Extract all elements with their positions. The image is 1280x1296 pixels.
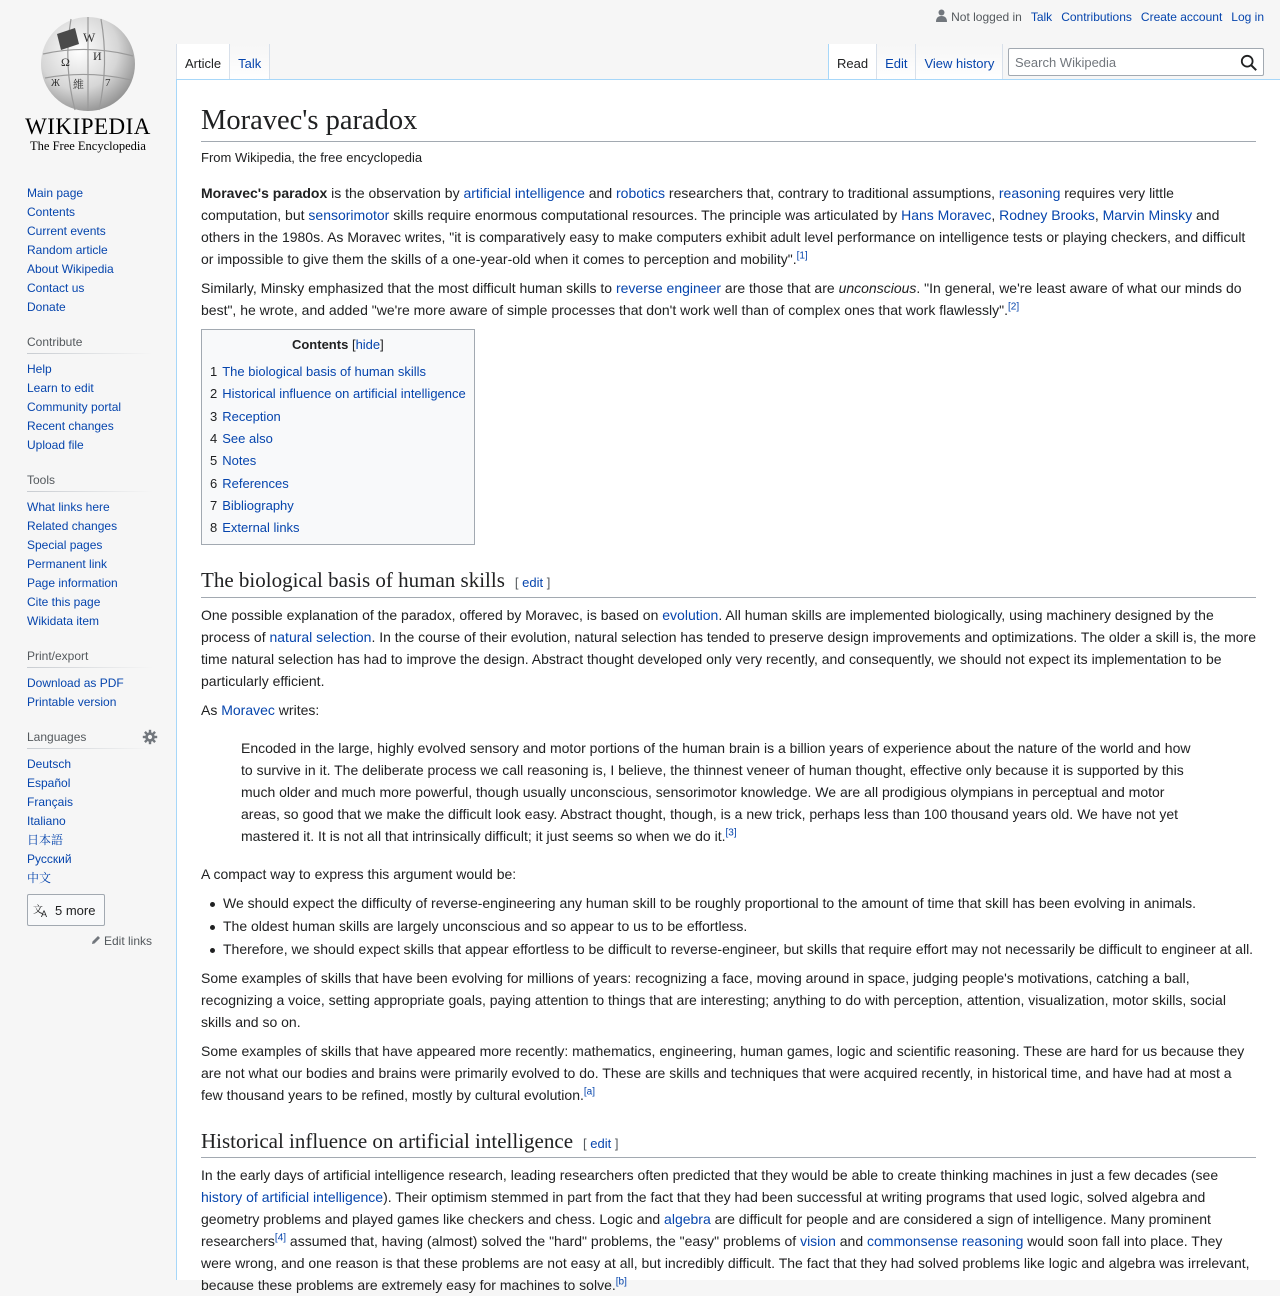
list-item: Therefore, we should expect skills that appear effortless to be difficult to reverse-engineer, but skills that require effort may not necessarily be difficult to engineer at all. xyxy=(223,938,1256,961)
toc-link[interactable]: Notes xyxy=(222,453,257,469)
text-run: requires very little computation, but xyxy=(201,185,1174,224)
note-b[interactable]: [b] xyxy=(615,1276,627,1288)
section1-paragraph-2 xyxy=(201,699,1256,721)
svg-text:維: 維 xyxy=(73,79,84,91)
sidebar-item-page-information[interactable]: Page information xyxy=(27,576,118,590)
search-input[interactable] xyxy=(1009,49,1229,75)
text-run: writes: xyxy=(274,701,320,718)
section1-paragraph-3: A compact way to express this argument would be: xyxy=(201,865,517,882)
sidebar-item-current-events[interactable]: Current events xyxy=(27,224,106,238)
svg-text:Ж: Ж xyxy=(51,78,60,89)
intro-paragraph-1 xyxy=(201,182,1256,270)
sidebar-navigation xyxy=(27,184,152,317)
search-box xyxy=(1008,48,1264,76)
text-run: As xyxy=(201,701,222,718)
section1-paragraph-4: Some examples of skills that have been evolving for millions of years: recognizing a face, moving around in space, judging people's motivations, catching a ball, recognizing a voice, setting appropriate goals, paying attention to things that are interesting; anything to do with perception, attention, visualization, motor skills, social skills and so on. xyxy=(201,969,1226,1030)
sidebar-item-community-portal[interactable]: Community portal xyxy=(27,400,122,414)
section-edit-link[interactable]: edit xyxy=(590,1135,612,1151)
wikipedia-logo[interactable] xyxy=(0,0,176,160)
section-title: Historical influence on artificial intelligence xyxy=(201,1128,574,1153)
contributions-link[interactable]: Contributions xyxy=(1061,10,1132,24)
section-title: The biological basis of human skills xyxy=(201,568,505,593)
language-francais[interactable]: Français xyxy=(27,795,74,809)
language-icon xyxy=(33,902,49,918)
tools-heading: Tools xyxy=(27,467,152,492)
search-icon[interactable] xyxy=(1240,54,1258,72)
namespace-tabs xyxy=(176,44,270,80)
text-run: are difficult for people and are considered a sign of intelligence. Many prominent researchers xyxy=(201,1211,1211,1250)
toc-link[interactable]: External links xyxy=(222,520,300,536)
citation-3[interactable]: [3] xyxy=(725,827,737,839)
citation-2[interactable]: [2] xyxy=(1007,301,1020,313)
toc-link[interactable]: Reception xyxy=(222,408,281,424)
sidebar-item-wikidata-item[interactable]: Wikidata item xyxy=(27,614,100,628)
sidebar-item-learn-to-edit[interactable]: Learn to edit xyxy=(27,381,94,395)
toc-item[interactable] xyxy=(210,473,466,495)
toc-item[interactable] xyxy=(210,406,466,428)
view-tabs xyxy=(828,44,1003,80)
link-algebra[interactable]: algebra xyxy=(664,1211,711,1228)
toc-item[interactable] xyxy=(210,383,466,405)
sidebar-item-contents[interactable]: Contents xyxy=(27,205,76,219)
text-run: . All human skills are implemented biologically, using machinery designed by the process of xyxy=(201,606,1214,645)
sidebar-item-what-links-here[interactable]: What links here xyxy=(27,500,110,514)
toc-title xyxy=(210,337,466,352)
edit-links-label: Edit links xyxy=(103,934,152,948)
section-edit: [ edit ] xyxy=(583,1135,619,1151)
section1-paragraph-1 xyxy=(201,604,1256,692)
section-heading-historical-influence xyxy=(201,1128,1256,1158)
toc-hide-link[interactable]: hide xyxy=(355,337,381,353)
wikipedia-globe-icon xyxy=(35,14,141,112)
section2-paragraph-1 xyxy=(201,1164,1256,1296)
language-japanese[interactable]: 日本語 xyxy=(27,833,64,847)
sidebar-item-upload-file[interactable]: Upload file xyxy=(27,438,84,452)
link-commonsense-reasoning[interactable]: commonsense reasoning xyxy=(867,1233,1024,1250)
svg-text:W: W xyxy=(83,30,96,45)
toc-number: 7 xyxy=(210,497,218,513)
toc-link[interactable]: Bibliography xyxy=(222,497,294,513)
intro-paragraph-2 xyxy=(201,277,1256,321)
citation-1[interactable]: [1] xyxy=(796,250,808,262)
link-hans-moravec[interactable]: Hans Moravec xyxy=(901,207,992,224)
language-chinese[interactable]: 中文 xyxy=(27,871,52,885)
note-a[interactable]: [a] xyxy=(583,1086,595,1098)
link-sensorimotor[interactable]: sensorimotor xyxy=(308,207,390,224)
link-evolution[interactable]: evolution xyxy=(662,606,719,623)
toc-link[interactable]: References xyxy=(222,475,289,491)
site-sub: From Wikipedia, the free encyclopedia xyxy=(201,150,423,166)
user-icon xyxy=(936,9,947,22)
text-run: , xyxy=(1094,207,1103,224)
toc-link[interactable]: See also xyxy=(222,430,273,446)
text-run: . "In general, we're least aware of what our minds do best", he wrote, and added "we're more aware of simple processes that don't work well than of complex ones that work flawlessly". xyxy=(201,280,1242,319)
toc-number: 5 xyxy=(210,453,218,469)
contribute-heading: Contribute xyxy=(27,329,152,354)
moravec-quote xyxy=(241,737,1206,847)
bold-term: Moravec's paradox xyxy=(201,185,328,202)
create-account-link[interactable]: Create account xyxy=(1140,10,1223,24)
list-item: We should expect the difficulty of reverse-engineering any human skill to be roughly proportional to the amount of time that skill has been evolving in animals. xyxy=(223,892,1256,915)
page-title: Moravec's paradox xyxy=(201,102,1256,142)
personal-tools xyxy=(936,10,1264,24)
article-content xyxy=(176,79,1280,1294)
section-edit-link[interactable]: edit xyxy=(522,575,544,591)
text-run: would soon fall into place. They were wrong, and one reason is that these problems are not easy at all, but incredibly difficult. The fact that they had solved problems like logic and algebra was irrelevant, because these problems are extremely easy for machines to solve. xyxy=(201,1233,1250,1294)
text-run: , xyxy=(991,207,1000,224)
toc-number: 4 xyxy=(210,430,218,446)
toc-hide-wrapper: [hide] xyxy=(351,337,384,353)
languages-heading-label: Languages xyxy=(27,730,87,744)
link-moravec[interactable]: Moravec xyxy=(221,701,275,718)
text-run: Similarly, Minsky emphasized that the most difficult human skills to xyxy=(201,280,616,297)
sidebar xyxy=(27,184,152,960)
sidebar-item-cite-this-page[interactable]: Cite this page xyxy=(27,595,101,609)
text-run: ). Their optimism stemmed in part from the fact that they had been successful at writing programs that used logic, solved algebra and geometry problems and played games like checkers and chess. Logic and xyxy=(201,1189,1206,1228)
link-natural-selection[interactable]: natural selection xyxy=(269,628,372,645)
languages-heading xyxy=(27,724,152,749)
toc-item[interactable] xyxy=(210,361,466,383)
section-edit: [ edit ] xyxy=(514,575,551,591)
section1-paragraph-5 xyxy=(201,1040,1256,1106)
link-reasoning[interactable]: reasoning xyxy=(998,185,1061,202)
text-run: and xyxy=(584,185,617,202)
gear-icon[interactable] xyxy=(142,729,158,745)
text-run: Some examples of skills that have appeared more recently: mathematics, engineering, human games, logic and scientific reasoning. These are hard for us because they are not what our bodies and brains were primarily evolved to do. These are skills and techniques that were acquired recently, in historical time, and have had at most a few thousand years to be refined, mostly by cultural evolution. xyxy=(201,1042,1245,1103)
text-run: assumed that, having (almost) solved the "hard" problems, the "easy" problems of xyxy=(286,1233,801,1250)
list-item: The oldest human skills are largely unconscious and so appear to us to be effortless. xyxy=(223,915,1256,938)
svg-text:7: 7 xyxy=(105,77,111,89)
toc-number: 2 xyxy=(210,386,218,402)
text-run: are those that are xyxy=(721,280,839,297)
language-deutsch[interactable]: Deutsch xyxy=(27,757,72,771)
toc-link[interactable]: Historical influence on artificial intelligence xyxy=(222,386,466,402)
citation-4[interactable]: [4] xyxy=(274,1232,287,1244)
not-logged-in-label: Not logged in xyxy=(951,10,1022,24)
language-espanol[interactable]: Español xyxy=(27,776,71,790)
edit-links[interactable] xyxy=(27,934,152,948)
toc-number: 6 xyxy=(210,475,218,491)
toc-link[interactable]: The biological basis of human skills xyxy=(222,364,427,380)
talk-link[interactable]: Talk xyxy=(1030,10,1053,24)
sidebar-item-contact-us[interactable]: Contact us xyxy=(27,281,85,295)
toc-number: 8 xyxy=(210,520,218,536)
link-history-of-ai[interactable]: history of artificial intelligence xyxy=(201,1189,384,1206)
text-run: and others in the 1980s. As Moravec writes, "it is comparatively easy to make computers exhibit adult level performance on intelligence tests or playing checkers, and difficult or impossible to give them the skills of a one-year-old when it comes to perception and mobility". xyxy=(201,207,1246,268)
print-export-heading: Print/export xyxy=(27,643,152,668)
pencil-icon xyxy=(91,935,101,945)
toc-item[interactable] xyxy=(210,495,466,517)
text-run: One possible explanation of the paradox, offered by Moravec, is based on xyxy=(201,606,663,623)
sidebar-item-help[interactable]: Help xyxy=(27,362,52,376)
more-languages-button[interactable] xyxy=(27,894,105,926)
sidebar-item-donate[interactable]: Donate xyxy=(27,300,66,314)
sidebar-item-recent-changes[interactable]: Recent changes xyxy=(27,419,114,433)
svg-text:И: И xyxy=(93,49,102,63)
wikipedia-tagline: The Free Encyclopedia xyxy=(30,139,146,153)
tab-article[interactable]: Article xyxy=(176,44,230,80)
language-italiano[interactable]: Italiano xyxy=(27,814,66,828)
text-run: and xyxy=(835,1233,867,1250)
section-heading-biological-basis xyxy=(201,567,1256,597)
tab-view-history[interactable]: View history xyxy=(916,44,1003,80)
link-artificial-intelligence[interactable]: artificial intelligence xyxy=(463,185,585,202)
quote-text: Encoded in the large, highly evolved sensory and motor portions of the human brain is a billion years of experience about the nature of the world and how to survive in it. The deliberate process we call reasoning is, I believe, the thinnest veneer of human thought, effective only because it is supported by this much older and much more powerful, though usually unconscious, sensorimotor knowledge. We are all prodigious olympians in perceptual and motor areas, so good that we make the difficult look easy. Abstract thought, though, is a new trick, perhaps less than 100 thousand years old. We have not yet mastered it. It is not all that intrinsically difficult; it just seems so when we do it. xyxy=(241,739,1191,844)
link-vision[interactable]: vision xyxy=(800,1233,836,1250)
link-marvin-minsky[interactable]: Marvin Minsky xyxy=(1102,207,1193,224)
toc-item[interactable] xyxy=(210,450,466,472)
sidebar-languages xyxy=(27,724,152,948)
argument-list xyxy=(223,892,1256,961)
svg-text:文: 文 xyxy=(33,905,43,916)
sidebar-item-printable-version[interactable]: Printable version xyxy=(27,695,117,709)
sidebar-item-permanent-link[interactable]: Permanent link xyxy=(27,557,108,571)
log-in-link[interactable]: Log in xyxy=(1231,10,1264,24)
link-reverse-engineer[interactable]: reverse engineer xyxy=(615,280,722,297)
sidebar-item-about-wikipedia[interactable]: About Wikipedia xyxy=(27,262,114,276)
svg-text:A: A xyxy=(41,909,48,919)
sidebar-tools xyxy=(27,467,152,631)
sidebar-contribute xyxy=(27,329,152,455)
sidebar-item-main-page[interactable]: Main page xyxy=(27,186,84,200)
tab-talk[interactable]: Talk xyxy=(230,44,270,80)
sidebar-item-random-article[interactable]: Random article xyxy=(27,243,108,257)
svg-text:Ω: Ω xyxy=(61,55,70,69)
language-russian[interactable]: Русский xyxy=(27,852,72,866)
sidebar-item-special-pages[interactable]: Special pages xyxy=(27,538,103,552)
sidebar-print xyxy=(27,643,152,712)
toc-number: 3 xyxy=(210,408,218,424)
link-robotics[interactable]: robotics xyxy=(616,185,666,202)
text-run: skills require enormous computational resources. The principle was articulated by xyxy=(389,207,902,224)
tab-read[interactable]: Read xyxy=(828,44,877,80)
table-of-contents xyxy=(201,329,475,545)
toc-item[interactable] xyxy=(210,428,466,450)
toc-number: 1 xyxy=(210,364,218,380)
text-run: In the early days of artificial intelligence research, leading researchers often predicted that they would be able to create thinking machines in just a few decades (see xyxy=(201,1167,1219,1184)
text-run: . In the course of their evolution, natural selection has tended to preserve design improvements and optimizations. The older a skill is, the more time natural selection has had to improve the design. Abstract thought developed only very recently, and consequently, we should not expect its implementation to be particularly efficient. xyxy=(201,628,1256,689)
sidebar-item-download-pdf[interactable]: Download as PDF xyxy=(27,676,124,690)
toc-heading: Contents xyxy=(291,337,349,353)
text-run: researchers that, contrary to traditional assumptions, xyxy=(665,185,999,202)
link-rodney-brooks[interactable]: Rodney Brooks xyxy=(999,207,1095,224)
more-languages-label: 5 more xyxy=(55,902,96,918)
sidebar-item-related-changes[interactable]: Related changes xyxy=(27,519,118,533)
italic-term: unconscious xyxy=(838,280,917,297)
text-run: is the observation by xyxy=(327,185,464,202)
tab-edit[interactable]: Edit xyxy=(877,44,916,80)
toc-item[interactable] xyxy=(210,517,466,539)
wikipedia-wordmark: WIKIPEDIA xyxy=(25,114,151,139)
